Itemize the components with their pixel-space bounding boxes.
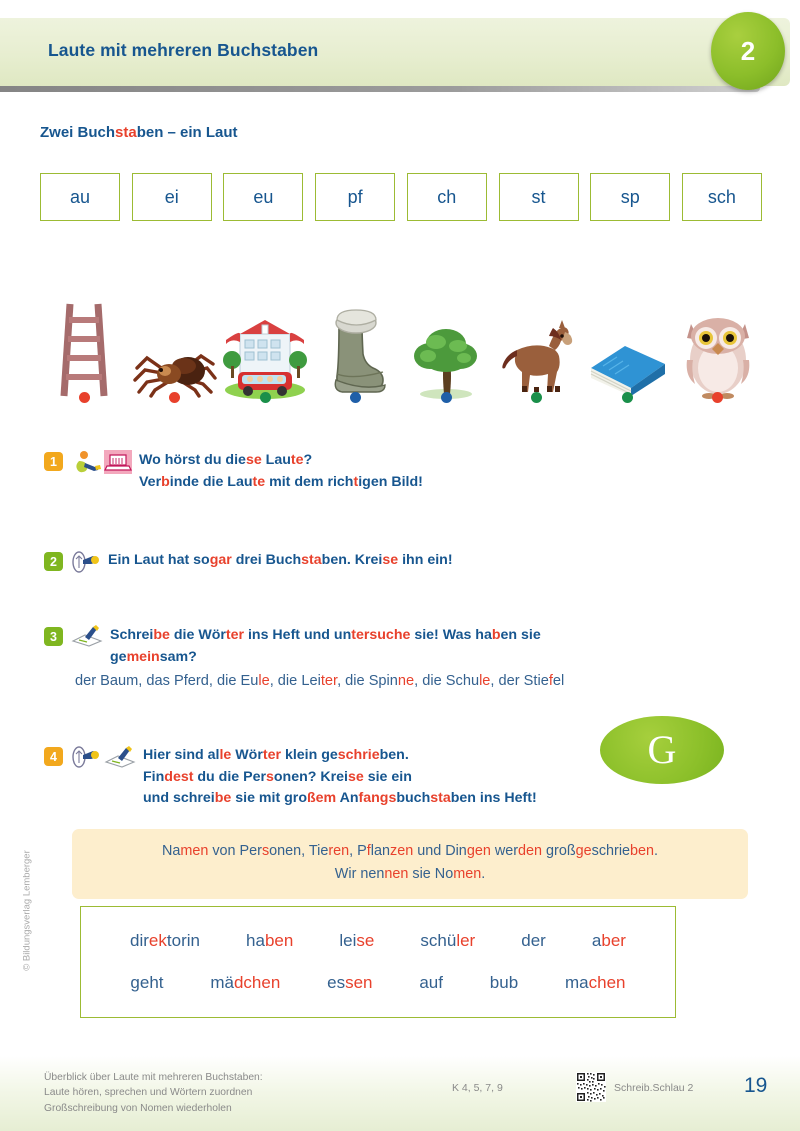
- footer-band: [0, 1056, 800, 1131]
- footer-description: [44, 1070, 263, 1116]
- picture-row: [40, 275, 762, 400]
- magnifier-pencil-icon: [71, 745, 101, 774]
- task-4: [44, 745, 537, 810]
- letter-box-ch[interactable]: [407, 173, 487, 221]
- footer-page-number: 19: [744, 1074, 768, 1097]
- word-row: [107, 931, 649, 951]
- letter-box-st[interactable]: [499, 173, 579, 221]
- dot-cell: [131, 392, 219, 403]
- magnifier-pencil-icon: [71, 550, 101, 574]
- magnifier-pencil-icon: [71, 550, 101, 579]
- connect-dot-green[interactable]: [531, 392, 542, 403]
- task-line: Verbinde die Laute mit dem richtigen Bild!: [139, 473, 423, 490]
- chapter-number-badge: [711, 12, 785, 90]
- header-banner: [0, 18, 790, 86]
- writing-hand-icon: [104, 746, 136, 768]
- letter-box-label: eu: [253, 186, 274, 207]
- school-image[interactable]: [221, 282, 309, 400]
- letter-box-au[interactable]: [40, 173, 120, 221]
- connect-dot-blue[interactable]: [350, 392, 361, 403]
- task-line: Wo hörst du diese Laute?: [139, 452, 313, 468]
- dot-cell: [493, 392, 581, 403]
- letter-box-row: [40, 173, 762, 221]
- dot-cell: [312, 392, 400, 403]
- grammar-g-bubble: [600, 716, 724, 784]
- word-item[interactable]: bub: [489, 973, 519, 992]
- word-item[interactable]: haben: [246, 931, 294, 950]
- letter-box-sp[interactable]: [590, 173, 670, 221]
- task-instruction-text: [110, 625, 541, 668]
- task-number: 2: [50, 554, 57, 569]
- writing-hand-icon: [71, 625, 103, 647]
- connect-dot-green[interactable]: [622, 392, 633, 403]
- dot-cell: [40, 392, 128, 403]
- task-line: Hier sind alle Wörter klein geschrieben.: [143, 747, 409, 763]
- pink-laptop-icon: [104, 450, 132, 479]
- word-item[interactable]: auf: [419, 973, 443, 992]
- task-number: 1: [50, 454, 57, 469]
- connect-dot-green[interactable]: [260, 392, 271, 403]
- letter-box-sch[interactable]: [682, 173, 762, 221]
- task-line: Ein Laut hat sogar drei Buchstaben. Kreise ihn ein!: [108, 552, 453, 568]
- magnifier-pencil-icon: [71, 745, 101, 769]
- pink-laptop-icon: [104, 450, 132, 474]
- word-item[interactable]: leise: [339, 931, 375, 950]
- task-number-badge: [44, 452, 63, 471]
- dot-row: [40, 392, 762, 403]
- letter-box-label: sch: [707, 186, 736, 207]
- pear-pencil-icon: [71, 450, 101, 479]
- rule-info-box: [72, 829, 748, 899]
- task-line: gemeinsam?: [110, 648, 197, 665]
- g-letter: G: [647, 727, 677, 772]
- task-number: 3: [50, 629, 57, 644]
- dot-cell: [402, 392, 490, 403]
- task-instruction-text: [108, 550, 453, 572]
- section-subtitle: Zwei Buchstaben – ein Laut: [40, 124, 238, 141]
- dot-cell: [221, 392, 309, 403]
- task-icon-group: [71, 625, 103, 652]
- word-item[interactable]: mädchen: [210, 973, 281, 992]
- letter-box-pf[interactable]: [315, 173, 395, 221]
- word-item[interactable]: geht: [130, 973, 164, 992]
- word-item[interactable]: der: [521, 931, 546, 950]
- task-number: 4: [50, 749, 57, 764]
- task-number-badge: [44, 552, 63, 571]
- ladder-image[interactable]: [40, 282, 128, 400]
- letter-box-ei[interactable]: [132, 173, 212, 221]
- word-item[interactable]: direktorin: [130, 931, 200, 950]
- task-line: Findest du die Personen? Kreise sie ein: [143, 768, 412, 785]
- footer-curriculum-code: K 4, 5, 7, 9: [452, 1082, 503, 1094]
- book-image[interactable]: [583, 282, 671, 400]
- owl-image[interactable]: [674, 282, 762, 400]
- dot-cell: [583, 392, 671, 403]
- writing-hand-icon: [104, 746, 136, 773]
- word-item[interactable]: aber: [591, 931, 626, 950]
- dot-cell: [674, 392, 762, 403]
- letter-box-label: ei: [164, 186, 179, 207]
- footer-series-name: Schreib.Schlau 2: [614, 1082, 694, 1094]
- word-item[interactable]: schüler: [420, 931, 476, 950]
- footer-line: Überblick über Laute mit mehreren Buchstaben:: [44, 1072, 263, 1083]
- task-2: [44, 550, 453, 579]
- letter-box-label: pf: [347, 186, 363, 207]
- chapter-number: 2: [740, 35, 756, 66]
- tree-image[interactable]: [402, 282, 490, 400]
- rule-line: Wir nennen sie Nomen.: [334, 866, 486, 883]
- task-line: Schreibe die Wörter ins Heft und untersuche sie! Was haben sie: [110, 627, 541, 643]
- footer-line: Laute hören, sprechen und Wörtern zuordnen: [44, 1087, 253, 1099]
- connect-dot-red[interactable]: [712, 392, 723, 403]
- task-line: und schreibe sie mit großem Anfangsbuchstaben ins Heft!: [143, 790, 537, 807]
- connect-dot-red[interactable]: [169, 392, 180, 403]
- task-instruction-text: [139, 450, 423, 493]
- task-1: [44, 450, 423, 493]
- horse-image[interactable]: [493, 282, 581, 400]
- word-item[interactable]: machen: [565, 973, 626, 992]
- word-row: [107, 973, 649, 993]
- letter-box-label: ch: [437, 186, 457, 207]
- page-title: Laute mit mehreren Buchstaben: [48, 40, 319, 60]
- pear-pencil-icon: [71, 450, 101, 474]
- task-3-word-list: der Baum, das Pferd, die Eule, die Leiter, die Spinne, die Schule, der Stiefel: [75, 673, 565, 689]
- qr-code-icon: [576, 1072, 606, 1102]
- word-item[interactable]: essen: [327, 973, 373, 992]
- task-number-badge: [44, 747, 63, 766]
- rule-line: Namen von Personen, Tieren, Pflanzen und Dingen werden großgeschrieben.: [161, 843, 659, 859]
- boot-image[interactable]: [312, 282, 400, 400]
- task-icon-group: [71, 450, 132, 479]
- task-3: [44, 625, 541, 668]
- writing-hand-icon: [71, 625, 103, 652]
- letter-box-label: st: [531, 186, 546, 207]
- letter-box-label: au: [69, 186, 91, 207]
- word-selection-box: [80, 906, 676, 1018]
- task-icon-group: [71, 550, 101, 579]
- task-icon-group: [71, 745, 136, 774]
- connect-dot-blue[interactable]: [441, 392, 452, 403]
- copyright-notice: © Bildungsverlag Lemberger: [21, 850, 33, 971]
- task-number-badge: [44, 627, 63, 646]
- letter-box-eu[interactable]: [223, 173, 303, 221]
- letter-box-label: sp: [620, 186, 640, 207]
- task-instruction-text: [143, 745, 537, 810]
- connect-dot-red[interactable]: [79, 392, 90, 403]
- footer-line: Großschreibung von Nomen wiederholen: [44, 1102, 232, 1114]
- spider-image[interactable]: [131, 282, 219, 400]
